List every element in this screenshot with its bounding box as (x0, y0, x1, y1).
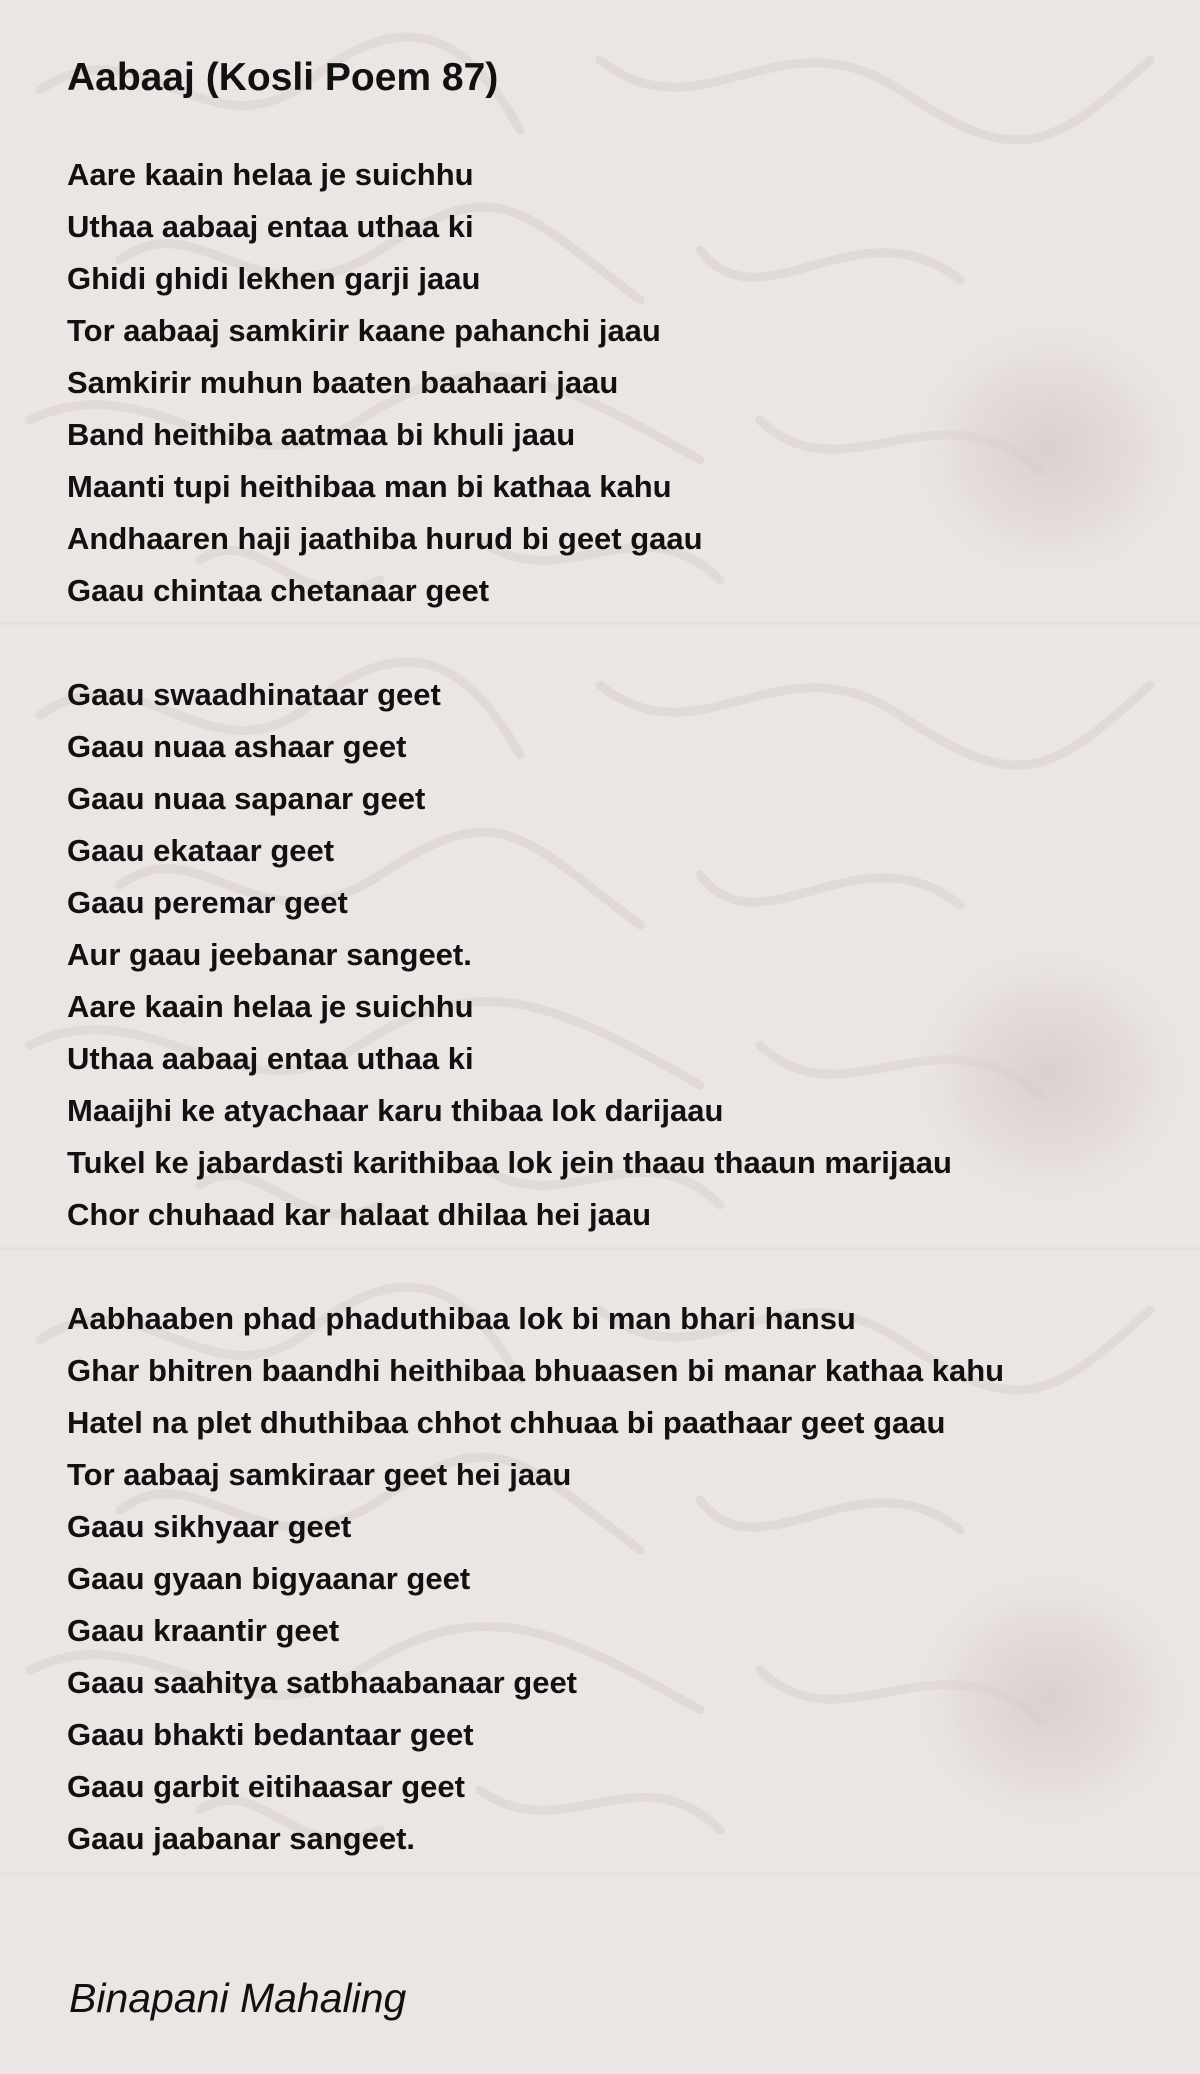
poem-line: Gaau bhakti bedantaar geet (67, 1717, 474, 1752)
stanza-1 (67, 149, 1167, 617)
poem-line: Ghidi ghidi lekhen garji jaau (67, 261, 481, 296)
poem-line: Chor chuhaad kar halaat dhilaa hei jaau (67, 1197, 652, 1232)
poem-title: Aabaaj (Kosli Poem 87) (67, 56, 499, 99)
poem-line: Samkirir muhun baaten baahaari jaau (67, 365, 619, 400)
poem-line: Gaau chintaa chetanaar geet (67, 573, 490, 608)
stanza-3 (67, 1293, 1167, 1865)
poem-line: Gaau nuaa sapanar geet (67, 781, 426, 816)
poem-line: Maanti tupi heithibaa man bi kathaa kahu (67, 469, 672, 504)
poem-line: Gaau gyaan bigyaanar geet (67, 1561, 471, 1596)
poem-line: Tor aabaaj samkirir kaane pahanchi jaau (67, 313, 661, 348)
poem-line: Band heithiba aatmaa bi khuli jaau (67, 417, 576, 452)
poem-line: Ghar bhitren baandhi heithibaa bhuaasen bi manar kathaa kahu (67, 1353, 1005, 1388)
poem-line: Gaau jaabanar sangeet. (67, 1821, 416, 1856)
poem-line: Tukel ke jabardasti karithibaa lok jein thaau thaaun marijaau (67, 1145, 952, 1180)
poem-line: Tor aabaaj samkiraar geet hei jaau (67, 1457, 572, 1492)
poem-body (67, 149, 1167, 1917)
poem-line: Gaau garbit eitihaasar geet (67, 1769, 465, 1804)
poem-line: Gaau nuaa ashaar geet (67, 729, 407, 764)
poem-line: Andhaaren haji jaathiba hurud bi geet gaau (67, 521, 703, 556)
poem-line: Aare kaain helaa je suichhu (67, 989, 474, 1024)
poem-author: Binapani Mahaling (69, 1975, 407, 2021)
poem-line: Maaijhi ke atyachaar karu thibaa lok darijaau (67, 1093, 724, 1128)
poem-line: Uthaa aabaaj entaa uthaa ki (67, 209, 474, 244)
poem-line: Gaau peremar geet (67, 885, 348, 920)
poem-line: Aare kaain helaa je suichhu (67, 157, 474, 192)
poem-line: Aabhaaben phad phaduthibaa lok bi man bhari hansu (67, 1301, 856, 1336)
poem-line: Gaau swaadhinataar geet (67, 677, 441, 712)
poem-line: Uthaa aabaaj entaa uthaa ki (67, 1041, 474, 1076)
poem-line: Gaau kraantir geet (67, 1613, 340, 1648)
stanza-2 (67, 669, 1167, 1241)
poem-line: Hatel na plet dhuthibaa chhot chhuaa bi paathaar geet gaau (67, 1405, 946, 1440)
poem-line: Aur gaau jeebanar sangeet. (67, 937, 472, 972)
poem-line: Gaau saahitya satbhaabanaar geet (67, 1665, 578, 1700)
poem-line: Gaau sikhyaar geet (67, 1509, 352, 1544)
poem-line: Gaau ekataar geet (67, 833, 335, 868)
